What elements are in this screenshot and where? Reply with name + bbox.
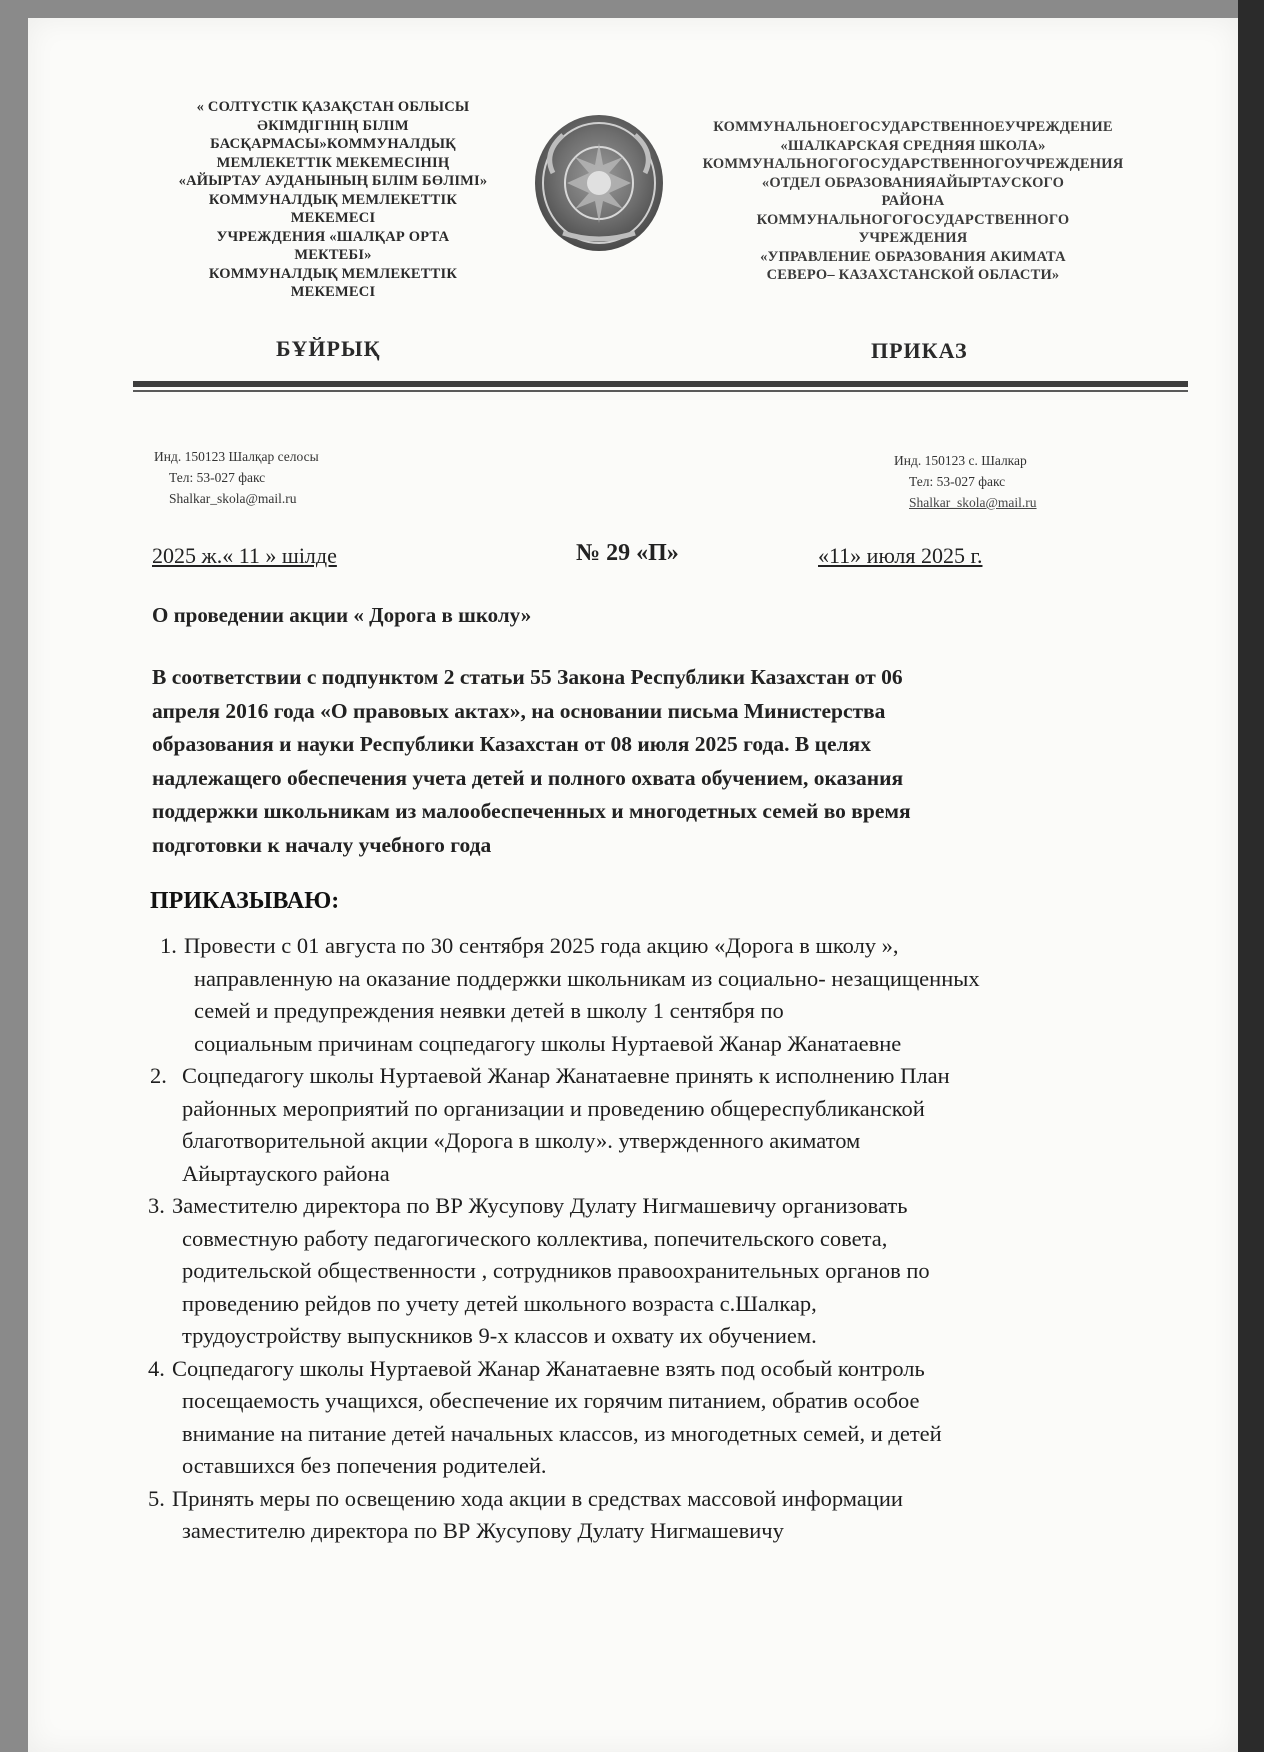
date-russian: «11» июля 2025 г. [818,543,983,568]
address-russian [894,450,1037,513]
preamble-paragraph [152,661,1202,862]
document-page [28,18,1238,1752]
header-line: МЕКЕМЕСІ [290,210,376,226]
order-subject: О проведении акции « Дорога в школу» [152,603,532,627]
list-item [148,1190,1228,1353]
header-line: «ШАЛКАРСКАЯ СРЕДНЯЯ ШКОЛА» [780,137,1046,154]
item-line: оставшихся без попечения родителей. [182,1453,547,1478]
item-number: 3. [148,1193,165,1218]
item-line: проведению рейдов по учету детей школьного возраста с.Шалкар, [182,1290,817,1316]
header-line: СЕВЕРО– КАЗАХСТАНСКОЙ ОБЛАСТИ» [766,267,1060,283]
address-kazakh [154,446,319,509]
item-line: Айыртауского района [182,1160,390,1186]
header-line: МЕМЛЕКЕТТІК МЕКЕМЕСІНІҢ [216,154,450,171]
item-line: заместителю директора по ВР Жусупову Дулату Нигмашевичу [182,1518,784,1543]
item-line: Принять меры по освещению хода акции в средствах массовой информации [172,1485,903,1511]
list-item [148,1353,1228,1483]
header-kazakh-block [163,98,503,302]
item-line: социальным причинам соцпедагогу школы Нуртаевой Жанар Жанатаевне [194,1030,902,1056]
item-line: благотворительной акции «Дорога в школу». утвержденного акиматом [182,1128,861,1153]
header-line: КОММУНАЛЬНОЕГОСУДАРСТВЕННОЕУЧРЕЖДЕНИЕ [713,119,1113,135]
item-number: 5. [148,1485,165,1511]
item-line: Заместителю директора по ВР Жусупову Дулату Нигмашевичу организовать [172,1193,908,1218]
header-russian-block [663,118,1163,285]
header-line: ӘКІМДІГІНІҢ БІЛІМ [257,117,409,134]
item-line: посещаемость учащихся, обеспечение их горячим питанием, обратив особое [182,1388,920,1413]
command-heading: ПРИКАЗЫВАЮ: [150,888,340,914]
item-line: Соцпедагогу школы Нуртаевой Жанар Жанатаевне принять к исполнению План [182,1063,950,1088]
item-number: 4. [148,1355,165,1381]
preamble-line: поддержки школьникам из малообеспеченных и многодетных семей во время [152,799,911,823]
header-line: МЕКЕМЕСІ [290,284,376,300]
header-line: КОММУНАЛЬНОГОГОСУДАРСТВЕННОГОУЧРЕЖДЕНИЯ [702,156,1124,172]
order-number: № 29 «П» [576,540,679,566]
preamble-line: В соответствии с подпунктом 2 статьи 55 Закона Республики Казахстан от 06 [152,665,903,689]
item-line: совместную работу педагогического коллектива, попечительского совета, [182,1225,888,1251]
email-link[interactable]: Shalkar_skola@mail.ru [909,495,1037,510]
order-title-russian: ПРИКАЗ [871,338,968,363]
header-line: « СОЛТҮСТІК ҚАЗАҚСТАН ОБЛЫСЫ [196,99,470,115]
item-line: трудоустройству выпускников 9-х классов и охвату их обучением. [182,1323,817,1348]
phone-line: Тел: 53-027 факс [169,470,266,485]
email-line: Shalkar_skola@mail.ru [169,491,297,506]
item-line: семей и предупреждения неявки детей в школу 1 сентября по [194,998,784,1023]
item-number: 1. [160,933,177,958]
item-line: внимание на питание детей начальных классов, из многодетных семей, и детей [182,1420,942,1446]
header-line: БАСҚАРМАСЫ»КОММУНАЛДЫҚ [210,136,456,152]
item-line: Соцпедагогу школы Нуртаевой Жанар Жанатаевне взять под особый контроль [172,1355,925,1381]
order-title-kazakh: БҰЙРЫҚ [276,336,381,361]
item-line: районных мероприятий по организации и проведению общереспубликанской [182,1095,925,1121]
header-line: УЧРЕЖДЕНИЯ «ШАЛҚАР ОРТА [216,228,450,245]
scan-border [1238,0,1264,1752]
preamble-line: надлежащего обеспечения учета детей и полного охвата обучением, оказания [152,765,904,790]
header-divider-thin [133,390,1188,392]
address-line: Инд. 150123 с. Шалкар [894,453,1027,468]
header-line: МЕКТЕБІ» [294,247,372,263]
header-line: «АЙЫРТАУ АУДАНЫНЫҢ БІЛІМ БӨЛІМІ» [178,173,488,189]
header-line: КОММУНАЛДЫҚ МЕМЛЕКЕТТІК [208,265,458,282]
item-line: родительской общественности , сотрудников правоохранительных органов по [182,1258,930,1283]
header-line: КОММУНАЛДЫҚ МЕМЛЕКЕТТІК [208,191,458,208]
header-line: КОММУНАЛЬНОГОГОСУДАРСТВЕННОГО [756,211,1070,228]
list-item [148,1060,1228,1190]
item-line: направленную на оказание поддержки школьникам из социально- незащищенных [194,965,980,991]
header-line: «ОТДЕЛ ОБРАЗОВАНИЯАЙЫРТАУСКОГО [761,174,1065,191]
preamble-line: подготовки к началу учебного года [152,832,492,857]
header-line: УЧРЕЖДЕНИЯ [858,230,968,246]
phone-line: Тел: 53-027 факс [909,474,1006,489]
item-line: Провести с 01 августа по 30 сентября 2025 года акцию «Дорога в школу », [184,933,899,958]
list-item [148,1483,1228,1548]
order-items-list [148,930,1228,1548]
address-line: Инд. 150123 Шалқар селосы [154,449,319,464]
date-kazakh: 2025 ж.« 11 » шілде [152,543,337,568]
item-number: 2. [150,1063,167,1088]
preamble-line: образования и науки Республики Казахстан от 08 июля 2025 года. В целях [152,732,871,756]
state-emblem-icon [533,113,665,253]
list-item [148,930,1228,1060]
preamble-line: апреля 2016 года «О правовых актах», на основании письма Министерства [152,698,886,723]
header-divider-thick [133,381,1188,387]
header-line: РАЙОНА [881,193,945,209]
header-line: «УПРАВЛЕНИЕ ОБРАЗОВАНИЯ АКИМАТА [760,248,1066,265]
